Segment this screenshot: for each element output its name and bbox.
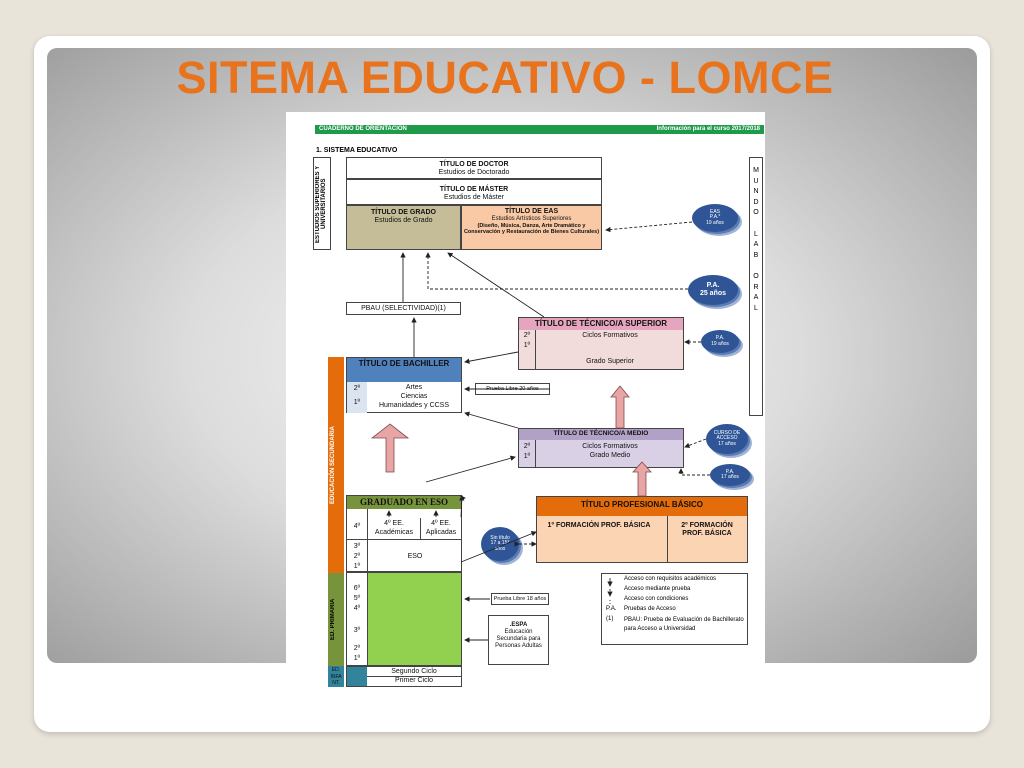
oval-curso-l2: ACCESO bbox=[716, 435, 738, 442]
espa-l1: Educación bbox=[504, 628, 533, 635]
oval-sin-l3: años bbox=[494, 545, 506, 552]
mundo-laboral-letter: L bbox=[754, 230, 758, 238]
side-secundaria-label: EDUCACIÓN SECUNDARIA bbox=[330, 426, 336, 505]
arrow-ts-bach bbox=[465, 352, 518, 362]
diagram-arrows bbox=[286, 112, 765, 689]
prim-year-2: 2º bbox=[353, 645, 361, 652]
espa-l3: Personas Adultas bbox=[495, 642, 542, 649]
oval-sin-l2: 17 a 15* bbox=[490, 540, 510, 547]
oval-curso-l1: CURSO DE bbox=[713, 429, 741, 436]
oval-sin-l1: Sin título bbox=[490, 534, 510, 541]
eso-year-4: 4º bbox=[353, 523, 361, 530]
mundo-laboral-letter: U bbox=[753, 177, 759, 185]
eso-apl-1: 4º EE. bbox=[431, 520, 451, 527]
profesional-basico-title: TÍTULO PROFESIONAL BÁSICO bbox=[537, 497, 747, 516]
mundo-laboral-letter: A bbox=[753, 294, 759, 302]
espa-l2: Secundaria para bbox=[496, 635, 541, 642]
big-arrow-tm-ts bbox=[611, 386, 629, 428]
fp2-label: 2º FORMACIÓN PROF. BÁSICA bbox=[681, 522, 733, 538]
arrow-tm-bach bbox=[465, 413, 518, 428]
bach-year-2: 2º bbox=[353, 385, 361, 392]
fp1-label: 1º FORMACIÓN PROF. BÁSICA bbox=[547, 522, 651, 529]
arrow-pa17-tm bbox=[681, 469, 710, 475]
prim-year-5: 5º bbox=[353, 595, 361, 602]
tm-year-1: 1º bbox=[523, 453, 531, 460]
ts-year-2: 2º bbox=[523, 332, 531, 339]
prim-year-3: 3º bbox=[353, 627, 361, 634]
master-sub: Estudios de Máster bbox=[444, 194, 504, 202]
legend-l3: Acceso con condiciones bbox=[624, 596, 689, 602]
legend-l2: Acceso mediante prueba bbox=[624, 586, 691, 592]
tecnico-medio-title: TÍTULO DE TÉCNICO/A MEDIO bbox=[519, 429, 683, 440]
eso-label: ESO bbox=[407, 553, 423, 560]
grado-sub: Estudios de Grado bbox=[374, 217, 433, 225]
bach-line1: Artes bbox=[405, 384, 423, 391]
mundo-laboral-letter: O bbox=[753, 209, 759, 217]
prueba-libre-18: Prueba Libre 18 años bbox=[491, 593, 549, 605]
arrow-eas-pa bbox=[606, 222, 692, 230]
oval-curso-l3: 17 años bbox=[718, 440, 736, 447]
oval-eas-l2: P.A.* bbox=[709, 214, 721, 221]
bach-year-1: 1º bbox=[353, 399, 361, 406]
eso-year-3: 3º bbox=[353, 543, 361, 550]
legend-l5: PBAU: Prueba de Evaluación de Bachillerato para Acceso a Universidad bbox=[624, 617, 744, 632]
oval-eas-l1: EAS bbox=[709, 208, 720, 215]
arrow-eso-fp bbox=[461, 532, 536, 562]
arrow-curso-tm bbox=[685, 439, 706, 447]
mundo-laboral-letter: R bbox=[753, 283, 759, 291]
tm-year-2: 2º bbox=[523, 443, 531, 450]
master-title: TÍTULO DE MÁSTER bbox=[439, 186, 509, 193]
graduado-eso-title: GRADUADO EN ESO bbox=[347, 496, 461, 509]
ts-line1: Ciclos Formativos bbox=[582, 332, 638, 339]
oval-pa19-l1: P.A. bbox=[715, 335, 725, 341]
side-infantil-label: ED. INFA NT. bbox=[330, 667, 342, 686]
oval-pa19-l2: 19 años bbox=[711, 340, 729, 347]
tecnico-superior-title: TÍTULO DE TÉCNICO/A SUPERIOR bbox=[519, 318, 683, 330]
eso-year-1: 1º bbox=[353, 563, 361, 570]
eso-acad-2: Académicas bbox=[374, 529, 414, 536]
side-primaria-label: ED. PRIMARIA bbox=[330, 598, 336, 641]
oval-eas-l3: 19 años bbox=[706, 219, 724, 226]
oval-pa25-l2: 25 años bbox=[699, 290, 727, 297]
arrow-ts-grado bbox=[448, 253, 544, 317]
section-title: 1. SISTEMA EDUCATIVO bbox=[316, 147, 398, 154]
legend-l5-key: (1) bbox=[606, 616, 614, 622]
arrow-pa25-grado bbox=[428, 253, 688, 289]
arrow-eso-tm bbox=[426, 457, 515, 482]
diagram-document bbox=[286, 112, 765, 689]
tm-line2: Grado Medio bbox=[589, 452, 631, 459]
legend-l4-key: P.A. bbox=[606, 606, 617, 612]
oval-pa17-l2: 17 años bbox=[721, 474, 739, 480]
bachiller-title: TÍTULO DE BACHILLER bbox=[347, 358, 461, 370]
bach-line2: Ciencias bbox=[400, 393, 428, 400]
mundo-laboral-letter: O bbox=[753, 272, 759, 280]
prueba-libre-20: Prueba Libre 20 años bbox=[475, 383, 550, 395]
mundo-laboral-letter: M bbox=[753, 167, 759, 174]
doc-header-left: CUADERNO DE ORIENTACIÓN bbox=[319, 126, 407, 132]
doctor-title: TÍTULO DE DOCTOR bbox=[439, 161, 509, 168]
eso-year-2: 2º bbox=[353, 553, 361, 560]
big-arrow-fp-tm bbox=[633, 462, 651, 496]
doctor-sub: Estudios de Doctorado bbox=[438, 169, 510, 177]
legend-l1: Acceso con requisitos académicos bbox=[624, 576, 717, 582]
eso-acad-1: 4º EE. bbox=[384, 520, 404, 527]
mundo-laboral-letter: N bbox=[753, 188, 759, 196]
big-arrow-eso-bach bbox=[372, 424, 408, 472]
eas-detail: (Diseño, Música, Danza, Arte Dramático y Conservación y Restauración de Bienes Culturales) bbox=[463, 222, 600, 236]
oval-pa17-l1: P.A. bbox=[725, 468, 735, 475]
side-superiores-label: ESTUDIOS SUPERIORES Y UNIVERSITARIOS bbox=[315, 165, 327, 243]
prim-year-1: 1º bbox=[353, 655, 361, 662]
mundo-laboral-letter: A bbox=[753, 241, 759, 249]
grado-title: TÍTULO DE GRADO bbox=[371, 209, 436, 216]
eso-apl-2: Aplicadas bbox=[425, 529, 457, 536]
slide-title: SITEMA EDUCATIVO - LOMCE bbox=[176, 52, 834, 103]
mundo-laboral-letter: B bbox=[753, 251, 759, 259]
prim-year-4: 4º bbox=[353, 605, 361, 612]
ts-year-1: 1º bbox=[523, 342, 531, 349]
pbau-box: PBAU (SELECTIVIDAD)(1) bbox=[346, 302, 461, 315]
bach-line3: Humanidades y CCSS bbox=[378, 402, 450, 409]
prim-year-6: 6º bbox=[353, 585, 361, 592]
oval-pa25-l1: P.A. bbox=[706, 282, 720, 290]
eas-title: TÍTULO DE EAS bbox=[504, 208, 559, 215]
doc-header-right: Información para el curso 2017/2018 bbox=[656, 126, 760, 132]
mundo-laboral-letter: L bbox=[754, 304, 758, 312]
infantil-primero: Primer Ciclo bbox=[394, 677, 434, 684]
tm-line1: Ciclos Formativos bbox=[582, 443, 638, 450]
infantil-segundo: Segundo Ciclo bbox=[391, 668, 437, 675]
mundo-laboral-letter: D bbox=[753, 198, 759, 206]
legend-l4: Pruebas de Acceso bbox=[624, 606, 676, 612]
eas-sub: Estudios Artísticos Superiores bbox=[491, 216, 572, 223]
espa-title: .ESPA bbox=[509, 622, 528, 628]
ts-line2: Grado Superior bbox=[586, 358, 634, 365]
